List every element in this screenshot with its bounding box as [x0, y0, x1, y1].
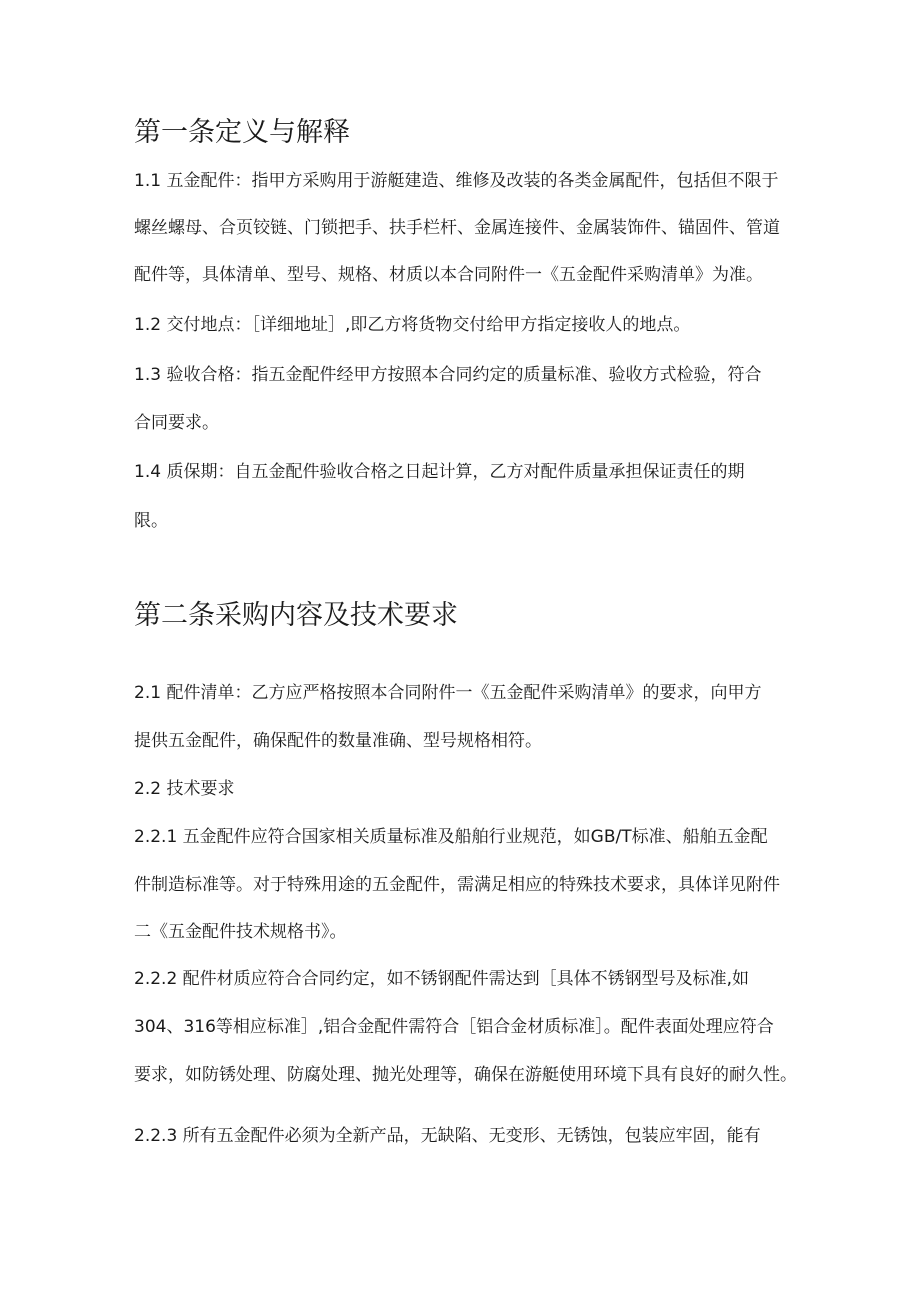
text-line: 件制造标准等。对于特殊用途的五金配件，需满足相应的特殊技术要求，具体详见附件 [134, 875, 780, 895]
text-line: 1.4 质保期：自五金配件验收合格之日起计算，乙方对配件质量承担保证责任的期 [134, 462, 745, 482]
text-line: 304、316等相应标准］,铝合金配件需符合［铝合金材质标准］。配件表面处理应符合 [134, 1017, 774, 1037]
section2-heading: 第二条采购内容及技术要求 [134, 600, 458, 631]
text-line: 1.3 验收合格：指五金配件经甲方按照本合同约定的质量标准、验收方式检验，符合 [134, 365, 762, 385]
text-line: 合同要求。 [134, 413, 219, 433]
section1-heading: 第一条定义与解释 [134, 117, 350, 148]
text-line: 2.2.3 所有五金配件必须为全新产品，无缺陷、无变形、无锈蚀，包装应牢固，能有 [134, 1126, 761, 1146]
text-line: 螺丝螺母、合页铰链、门锁把手、扶手栏杆、金属连接件、金属装饰件、锚固件、管道 [134, 218, 780, 238]
text-line: 1.1 五金配件：指甲方采购用于游艇建造、维修及改装的各类金属配件，包括但不限于 [134, 171, 779, 191]
text-line: 配件等，具体清单、型号、规格、材质以本合同附件一《五金配件采购清单》为准。 [134, 265, 763, 285]
text-line: 限。 [134, 511, 168, 531]
text-line: 2.2.2 配件材质应符合合同约定，如不锈钢配件需达到［具体不锈钢型号及标准,如 [134, 969, 750, 989]
text-line: 提供五金配件，确保配件的数量准确、型号规格相符。 [134, 731, 542, 751]
text-line: 二《五金配件技术规格书》。 [134, 922, 347, 942]
text-line: 1.2 交付地点：［详细地址］,即乙方将货物交付给甲方指定接收人的地点。 [134, 315, 691, 335]
text-line: 2.1 配件清单：乙方应严格按照本合同附件一《五金配件采购清单》的要求，向甲方 [134, 683, 762, 703]
text-line: 2.2 技术要求 [134, 779, 235, 799]
text-line: 2.2.1 五金配件应符合国家相关质量标准及船舶行业规范，如GB/T标准、船舶五金配 [134, 827, 768, 847]
text-line: 要求，如防锈处理、防腐处理、抛光处理等，确保在游艇使用环境下具有良好的耐久性。 [134, 1065, 797, 1085]
